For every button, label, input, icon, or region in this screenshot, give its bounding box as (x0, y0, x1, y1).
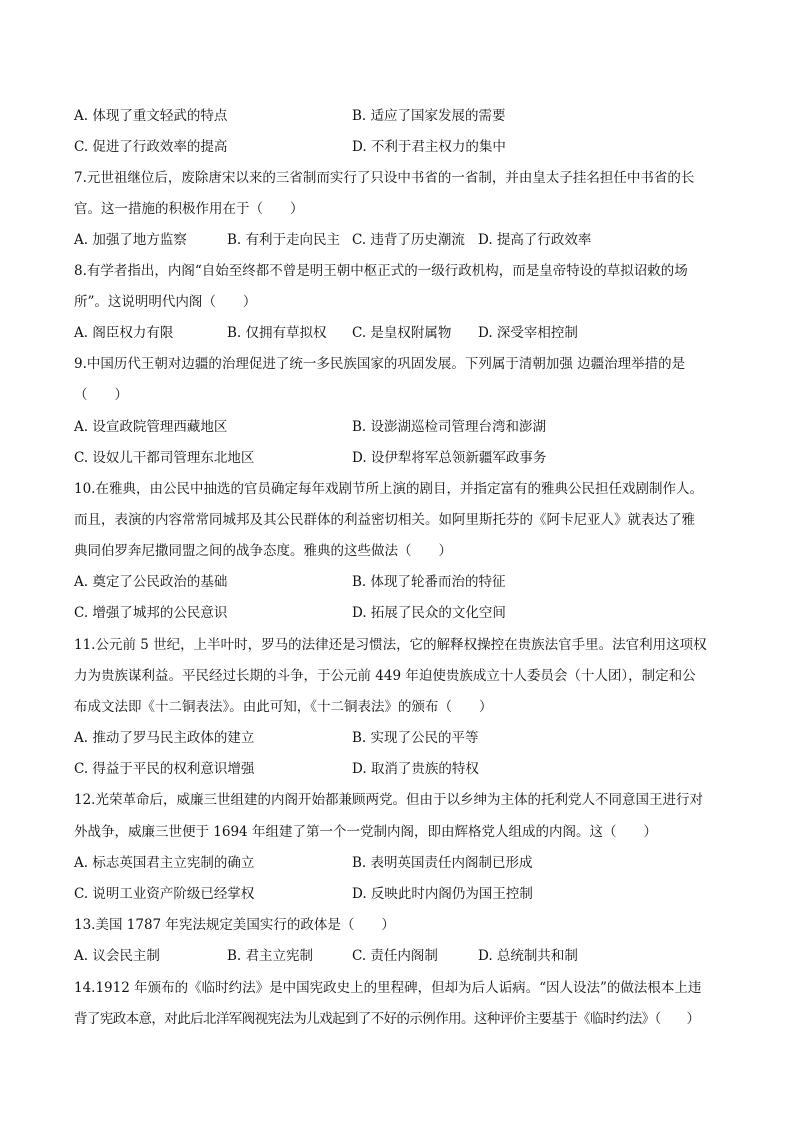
q6-option-a: A. 体现了重文轻武的特点 (74, 108, 228, 124)
q9-option-d: D. 设伊犁将军总领新疆军政事务 (352, 450, 547, 466)
q7-option-d: D. 提高了行政效率 (478, 232, 592, 248)
q7-option-c: C. 违背了历史潮流 (352, 232, 465, 248)
q8-option-c: C. 是皇权附属物 (352, 325, 452, 341)
q10-stem-line-1: 10.在雅典，由公民中抽选的官员确定每年戏剧节所上演的剧目，并指定富有的雅典公民担任戏剧制作人。 (74, 481, 703, 497)
q7-option-b: B. 有利于走向民主 (227, 232, 341, 248)
q14-stem-line-2: 背了宪政本意，对此后北洋军阀视宪法为儿戏起到了不好的示例作用。这种评价主要基于《临时约法》（ ） (74, 1011, 700, 1027)
q13-option-b: B. 君主立宪制 (227, 948, 314, 964)
q10-option-a: A. 奠定了公民政治的基础 (74, 574, 228, 590)
q9-option-c: C. 设奴儿干都司管理东北地区 (74, 450, 255, 466)
q7-stem-line-1: 7.元世祖继位后，废除唐宋以来的三省制而实行了只设中书省的一省制，并由皇太子挂名担任中书省的长 (74, 170, 695, 186)
q12-option-a: A. 标志英国君主立宪制的确立 (74, 855, 255, 871)
q10-stem-line-2: 而且，表演的内容常常同城邦及其公民群体的利益密切相关。如阿里斯托芬的《阿卡尼亚人》就表达了雅 (74, 512, 695, 528)
q12-option-c: C. 说明工业资产阶级已经掌权 (74, 886, 255, 902)
q11-stem-line-3: 布成文法即《十二铜表法》。由此可知，《十二铜表法》的颁布（ ） (74, 699, 493, 715)
q7-option-a: A. 加强了地方监察 (74, 232, 187, 248)
q9-option-a: A. 设宣政院管理西藏地区 (74, 419, 228, 435)
q11-stem-line-2: 力为贵族谋利益。平民经过长期的斗争，于公元前 449 年迫使贵族成立十人委员会（十人团），制定和公 (74, 668, 696, 684)
q13-stem-line-1: 13.美国 1787 年宪法规定美国实行的政体是（ ） (74, 917, 395, 933)
q12-stem-line-2: 外战争，威廉三世便于 1694 年组建了第一个一党制内阁，即由辉格党人组成的内阁。这（ ） (74, 824, 657, 840)
q12-option-d: D. 反映此时内阁仍为国王控制 (352, 886, 533, 902)
q6-option-d: D. 不利于君主权力的集中 (352, 139, 506, 155)
q10-stem-line-3: 典同伯罗奔尼撒同盟之间的战争态度。雅典的这些做法（ ） (74, 543, 452, 559)
q9-stem-line-2: （ ） (74, 387, 128, 403)
q10-option-b: B. 体现了轮番而治的特征 (352, 574, 506, 590)
q6-option-c: C. 促进了行政效率的提高 (74, 139, 228, 155)
q13-option-a: A. 议会民主制 (74, 948, 160, 964)
q13-option-c: C. 责任内阁制 (352, 948, 438, 964)
q11-option-d: D. 取消了贵族的特权 (352, 761, 479, 777)
q8-stem-line-2: 所”。这说明明代内阁（ ） (74, 294, 257, 310)
q8-option-d: D. 深受宰相控制 (478, 325, 578, 341)
q11-option-b: B. 实现了公民的平等 (352, 730, 479, 746)
q8-option-a: A. 阁臣权力有限 (74, 325, 174, 341)
q10-option-d: D. 拓展了民众的文化空间 (352, 605, 506, 621)
q11-option-a: A. 推动了罗马民主政体的建立 (74, 730, 255, 746)
q14-stem-line-1: 14.1912 年颁布的《临时约法》是中国宪政史上的里程碑，但却为后人诟病。“因人设法”的做法根本上违 (74, 980, 702, 996)
q12-stem-line-1: 12.光荣革命后，威廉三世组建的内阁开始都兼顾两党。但由于以乡绅为主体的托利党人不同意国王进行对 (74, 792, 703, 808)
q13-option-d: D. 总统制共和制 (478, 948, 578, 964)
q8-stem-line-1: 8.有学者指出，内阁“自始至终都不曾是明王朝中枢正式的一级行政机构，而是皇帝特设的草拟诏敕的场 (74, 263, 688, 279)
q11-stem-line-1: 11.公元前 5 世纪，上半叶时，罗马的法律还是习惯法，它的解释权操控在贵族法官手里。法官利用这项权 (74, 637, 707, 653)
q6-option-b: B. 适应了国家发展的需要 (352, 108, 506, 124)
q7-stem-line-2: 官。这一措施的积极作用在于（ ） (74, 201, 304, 217)
q8-option-b: B. 仅拥有草拟权 (227, 325, 327, 341)
q9-option-b: B. 设澎湖巡检司管理台湾和澎湖 (352, 419, 547, 435)
q9-stem-line-1: 9.中国历代王朝对边疆的治理促进了统一多民族国家的巩固发展。下列属于清朝加强 边疆治理举措的是 (74, 356, 686, 372)
q12-option-b: B. 表明英国责任内阁制已形成 (352, 855, 533, 871)
q10-option-c: C. 增强了城邦的公民意识 (74, 605, 228, 621)
q11-option-c: C. 得益于平民的权利意识增强 (74, 761, 255, 777)
